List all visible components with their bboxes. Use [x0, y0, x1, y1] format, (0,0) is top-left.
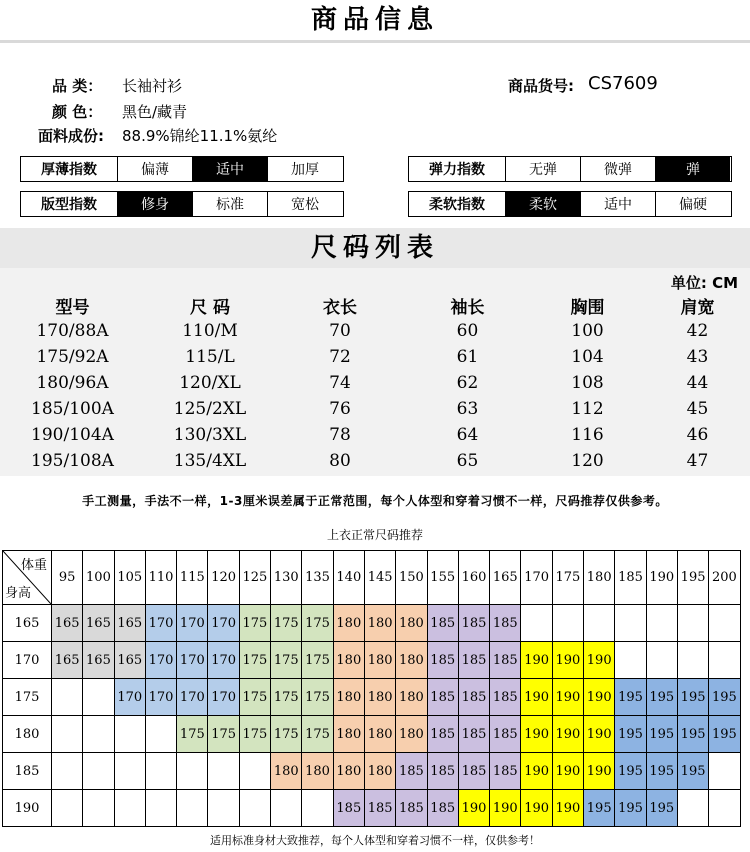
recommend-cell: 180	[364, 642, 395, 679]
recommend-cell: 175	[271, 642, 302, 679]
height-row	[3, 642, 741, 679]
recommend-cell: 195	[615, 790, 646, 827]
recommend-cell: 185	[458, 716, 489, 753]
recommend-cell: 180	[364, 605, 395, 642]
recommend-cell: 185	[490, 716, 521, 753]
size-cell: 195/108A	[31, 451, 114, 471]
thickness-index	[20, 156, 344, 182]
index-option: 无弹	[506, 157, 581, 181]
height-header: 180	[3, 716, 52, 753]
recommend-cell	[646, 605, 677, 642]
weight-header: 105	[114, 551, 145, 605]
recommend-cell	[521, 605, 552, 642]
recommend-cell: 180	[333, 642, 364, 679]
weight-header: 145	[364, 551, 395, 605]
recommend-cell	[615, 605, 646, 642]
recommend-cell: 195	[646, 790, 677, 827]
size-cell: 78	[329, 425, 351, 445]
recommend-cell	[271, 790, 302, 827]
index-label: 柔软指数	[409, 192, 506, 216]
recommend-cell	[145, 790, 176, 827]
size-cell: 80	[329, 451, 351, 471]
recommend-cell: 175	[177, 716, 208, 753]
size-cell: 61	[456, 347, 479, 367]
size-cell: 120	[571, 451, 604, 471]
height-header: 170	[3, 642, 52, 679]
recommend-cell	[52, 716, 83, 753]
size-cell: 76	[329, 399, 351, 419]
height-header: 175	[3, 679, 52, 716]
size-cell: 62	[456, 373, 479, 393]
size-cell: 116	[571, 425, 604, 445]
recommend-note: 适用标准身材大致推荐，每个人体型和穿着习惯不一样，仅供参考！	[210, 834, 540, 847]
sku-label: 商品货号:	[508, 77, 574, 95]
recommend-cell: 185	[490, 679, 521, 716]
col-header: 胸围	[570, 297, 605, 318]
recommend-cell: 180	[271, 753, 302, 790]
height-row	[3, 753, 741, 790]
size-recommend-grid	[2, 550, 741, 827]
recommend-cell	[145, 753, 176, 790]
sku-value: CS7609	[588, 73, 658, 94]
recommend-cell: 185	[427, 679, 458, 716]
fabric-label: 面料成份:	[38, 127, 104, 145]
recommend-cell: 190	[521, 679, 552, 716]
size-cell: 104	[571, 347, 604, 367]
recommend-cell: 190	[552, 642, 583, 679]
recommend-cell: 190	[552, 679, 583, 716]
recommend-cell: 180	[333, 753, 364, 790]
recommend-cell: 175	[271, 716, 302, 753]
height-row	[3, 605, 741, 642]
size-row	[0, 422, 750, 448]
recommend-cell: 170	[208, 679, 239, 716]
weight-header: 95	[52, 551, 83, 605]
size-cell: 125/2XL	[173, 399, 247, 419]
softness-index	[408, 191, 732, 217]
weight-header: 110	[145, 551, 176, 605]
weight-header-row	[3, 551, 741, 605]
recommend-cell	[114, 790, 145, 827]
size-cell: 60	[456, 321, 479, 341]
recommend-cell: 175	[239, 679, 270, 716]
recommend-cell: 175	[239, 605, 270, 642]
size-cell: 70	[329, 321, 351, 341]
recommend-cell: 195	[709, 679, 740, 716]
size-cell: 108	[571, 373, 604, 393]
index-option: 微弹	[581, 157, 656, 181]
index-option: 修身	[118, 192, 193, 216]
size-cell: 190/104A	[31, 425, 114, 445]
recommend-cell	[677, 605, 708, 642]
recommend-cell	[584, 605, 615, 642]
recommend-cell: 185	[490, 642, 521, 679]
recommend-cell: 175	[302, 716, 333, 753]
recommend-cell: 180	[333, 679, 364, 716]
index-option: 标准	[193, 192, 268, 216]
recommend-cell: 165	[52, 605, 83, 642]
weight-header: 100	[83, 551, 114, 605]
recommend-cell	[83, 716, 114, 753]
recommend-cell: 185	[333, 790, 364, 827]
recommend-cell: 165	[83, 605, 114, 642]
size-cell: 74	[329, 373, 351, 393]
size-cell: 43	[686, 347, 709, 367]
fit-index	[20, 191, 344, 217]
col-header: 尺 码	[190, 297, 230, 318]
color-value: 黑色/藏青	[122, 103, 188, 121]
index-option: 适中	[193, 157, 268, 181]
index-label: 厚薄指数	[21, 157, 118, 181]
recommend-cell: 190	[584, 716, 615, 753]
recommend-cell: 185	[458, 642, 489, 679]
recommend-cell: 165	[114, 605, 145, 642]
index-option: 宽松	[291, 197, 319, 213]
recommend-cell: 170	[177, 679, 208, 716]
recommend-cell: 185	[427, 605, 458, 642]
size-cell: 110/M	[182, 321, 238, 341]
weight-header: 185	[615, 551, 646, 605]
recommend-cell	[208, 790, 239, 827]
recommend-cell: 195	[584, 790, 615, 827]
recommend-cell: 180	[364, 716, 395, 753]
index-option: 加厚	[291, 162, 319, 178]
recommend-cell: 185	[427, 642, 458, 679]
recommend-cell	[83, 679, 114, 716]
recommend-cell	[52, 790, 83, 827]
recommend-cell: 190	[552, 753, 583, 790]
recommend-cell: 175	[239, 716, 270, 753]
recommend-cell: 170	[145, 642, 176, 679]
size-list-title: 尺码列表	[0, 228, 750, 268]
category-label: 品 类：	[52, 77, 103, 95]
height-header: 165	[3, 605, 52, 642]
recommend-cell: 195	[615, 679, 646, 716]
recommend-cell	[615, 642, 646, 679]
recommend-cell: 190	[521, 642, 552, 679]
recommend-cell: 195	[646, 716, 677, 753]
recommend-cell: 165	[114, 642, 145, 679]
size-cell: 64	[456, 425, 479, 445]
recommend-cell: 170	[177, 642, 208, 679]
recommend-cell: 195	[615, 716, 646, 753]
size-cell: 63	[456, 399, 479, 419]
recommend-cell: 195	[709, 716, 740, 753]
elasticity-index	[408, 156, 732, 182]
col-header: 袖长	[450, 297, 485, 318]
size-table-header	[0, 292, 750, 318]
recommend-cell	[83, 753, 114, 790]
recommend-cell: 185	[458, 679, 489, 716]
recommend-cell: 185	[396, 790, 427, 827]
size-cell: 185/100A	[31, 399, 114, 419]
recommend-cell: 170	[208, 605, 239, 642]
recommend-cell: 170	[177, 605, 208, 642]
weight-header: 130	[271, 551, 302, 605]
recommend-cell: 180	[333, 605, 364, 642]
recommend-cell: 170	[145, 679, 176, 716]
recommend-cell	[145, 716, 176, 753]
recommend-cell: 165	[52, 642, 83, 679]
size-row	[0, 396, 750, 422]
recommend-cell: 175	[302, 679, 333, 716]
size-cell: 175/92A	[36, 347, 109, 367]
weight-header: 125	[239, 551, 270, 605]
size-cell: 120/XL	[179, 373, 241, 393]
height-row	[3, 679, 741, 716]
size-cell: 72	[329, 347, 351, 367]
size-cell: 44	[686, 373, 709, 393]
recommend-cell: 185	[427, 716, 458, 753]
weight-header: 190	[646, 551, 677, 605]
weight-header: 155	[427, 551, 458, 605]
height-axis-label: 身高	[5, 586, 32, 601]
size-cell: 180/96A	[36, 373, 109, 393]
recommend-cell	[52, 679, 83, 716]
recommend-cell	[709, 753, 740, 790]
size-cell: 130/3XL	[173, 425, 247, 445]
size-cell: 112	[571, 399, 604, 419]
size-table	[0, 292, 750, 474]
recommend-cell: 180	[396, 605, 427, 642]
recommend-cell	[177, 790, 208, 827]
recommend-cell: 195	[677, 716, 708, 753]
recommend-cell: 190	[584, 679, 615, 716]
size-cell: 100	[571, 321, 604, 341]
weight-header: 150	[396, 551, 427, 605]
size-row	[0, 448, 750, 474]
recommend-cell	[302, 790, 333, 827]
weight-header: 180	[584, 551, 615, 605]
unit-label: 单位: CM	[670, 274, 738, 292]
recommend-cell	[677, 790, 708, 827]
recommend-cell: 195	[646, 753, 677, 790]
category-value: 长袖衬衫	[122, 77, 183, 95]
recommend-cell: 165	[83, 642, 114, 679]
recommend-cell	[208, 753, 239, 790]
recommend-cell	[677, 642, 708, 679]
recommend-cell: 190	[521, 790, 552, 827]
recommend-cell	[52, 753, 83, 790]
corner-cell	[3, 551, 52, 605]
recommend-cell: 180	[396, 716, 427, 753]
recommend-cell: 190	[552, 790, 583, 827]
size-cell: 65	[456, 451, 479, 471]
weight-header: 140	[333, 551, 364, 605]
size-cell: 46	[686, 425, 709, 445]
recommend-cell	[709, 790, 740, 827]
size-row	[0, 370, 750, 396]
recommend-cell: 195	[646, 679, 677, 716]
recommend-title: 上衣正常尺码推荐	[326, 528, 423, 542]
weight-header: 195	[677, 551, 708, 605]
recommend-cell: 180	[396, 679, 427, 716]
height-header: 185	[3, 753, 52, 790]
recommend-cell: 185	[364, 790, 395, 827]
recommend-cell: 190	[521, 716, 552, 753]
size-cell: 170/88A	[36, 321, 109, 341]
recommend-cell	[239, 753, 270, 790]
recommend-cell: 185	[427, 753, 458, 790]
height-header: 190	[3, 790, 52, 827]
recommend-cell	[114, 753, 145, 790]
recommend-cell: 185	[490, 605, 521, 642]
product-info-title: 商品信息	[0, 0, 750, 40]
col-header: 衣长	[323, 297, 357, 318]
weight-header: 115	[177, 551, 208, 605]
size-cell: 135/4XL	[173, 451, 247, 471]
recommend-cell	[83, 790, 114, 827]
recommend-cell: 185	[490, 753, 521, 790]
size-cell: 45	[686, 399, 709, 419]
size-cell: 42	[686, 321, 709, 341]
recommend-cell: 170	[114, 679, 145, 716]
height-row	[3, 790, 741, 827]
weight-header: 165	[490, 551, 521, 605]
recommend-cell: 175	[208, 716, 239, 753]
recommend-cell	[114, 716, 145, 753]
height-row	[3, 716, 741, 753]
index-option: 偏薄	[118, 157, 193, 181]
weight-header: 135	[302, 551, 333, 605]
recommend-cell: 190	[490, 790, 521, 827]
size-cell: 115/L	[185, 347, 235, 367]
recommend-cell: 185	[396, 753, 427, 790]
size-row	[0, 318, 750, 344]
recommend-cell: 175	[302, 605, 333, 642]
weight-header: 160	[458, 551, 489, 605]
recommend-cell: 170	[208, 642, 239, 679]
recommend-cell: 180	[333, 716, 364, 753]
weight-axis-label: 体重	[20, 558, 47, 573]
measure-note: 手工测量，手法不一样，1-3厘米误差属于正常范围，每个人体型和穿着习惯不一样，尺码推荐仅供参考。	[82, 494, 668, 508]
size-row	[0, 344, 750, 370]
col-header: 型号	[55, 297, 90, 318]
recommend-cell: 195	[677, 679, 708, 716]
recommend-cell: 180	[302, 753, 333, 790]
recommend-cell: 185	[458, 753, 489, 790]
recommend-cell: 180	[364, 679, 395, 716]
recommend-cell: 190	[521, 753, 552, 790]
recommend-cell: 185	[427, 790, 458, 827]
fabric-value: 88.9%锦纶11.1%氨纶	[122, 127, 278, 145]
weight-header: 170	[521, 551, 552, 605]
recommend-cell: 190	[552, 716, 583, 753]
recommend-cell	[709, 642, 740, 679]
recommend-cell	[646, 642, 677, 679]
recommend-cell: 170	[145, 605, 176, 642]
color-label: 颜 色：	[52, 103, 103, 121]
recommend-cell	[239, 790, 270, 827]
recommend-cell: 195	[677, 753, 708, 790]
index-label: 版型指数	[21, 192, 118, 216]
recommend-cell: 195	[615, 753, 646, 790]
recommend-cell: 175	[239, 642, 270, 679]
index-option: 偏硬	[679, 197, 707, 213]
recommend-cell	[709, 605, 740, 642]
recommend-cell: 180	[364, 753, 395, 790]
recommend-cell: 190	[584, 642, 615, 679]
index-option: 弹	[656, 157, 730, 181]
index-option: 适中	[581, 192, 656, 216]
recommend-cell: 175	[271, 605, 302, 642]
index-option: 柔软	[506, 192, 581, 216]
recommend-cell	[552, 605, 583, 642]
recommend-cell	[177, 753, 208, 790]
weight-header: 200	[709, 551, 740, 605]
recommend-cell: 175	[302, 642, 333, 679]
recommend-cell: 175	[271, 679, 302, 716]
weight-header: 120	[208, 551, 239, 605]
size-cell: 47	[686, 451, 709, 471]
weight-header: 175	[552, 551, 583, 605]
recommend-cell: 190	[584, 753, 615, 790]
col-header: 肩宽	[680, 297, 715, 318]
recommend-cell: 190	[458, 790, 489, 827]
recommend-cell: 185	[458, 605, 489, 642]
index-label: 弹力指数	[409, 157, 506, 181]
recommend-cell: 180	[396, 642, 427, 679]
